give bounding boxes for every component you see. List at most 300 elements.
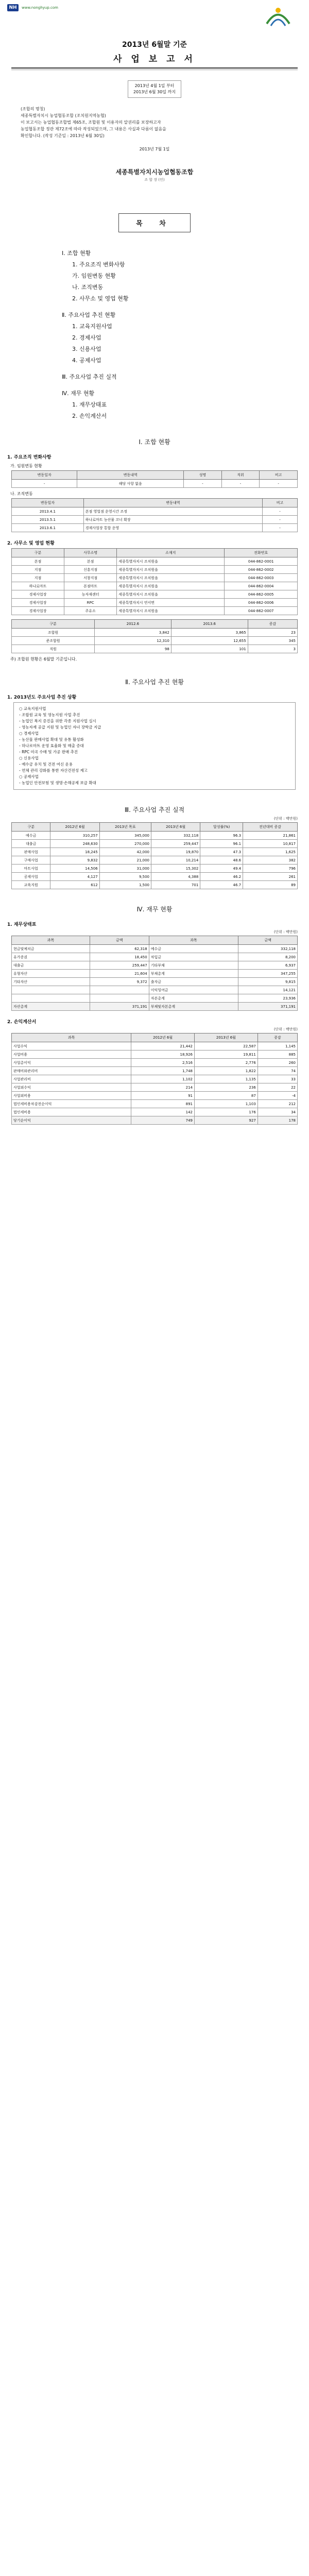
- table-cell: 345: [248, 637, 297, 645]
- table-cell: 판매비와관리비: [12, 1067, 131, 1075]
- table-cell: 885: [258, 1050, 297, 1059]
- summary-line: - 농업인 복지 증진을 위한 각종 지원사업 실시: [19, 719, 96, 723]
- table-cell: 4,388: [151, 873, 200, 881]
- table-cell: -: [263, 524, 298, 532]
- toc-item: 2. 사무소 및 영업 현황: [72, 295, 129, 302]
- table-cell: 248,630: [50, 840, 99, 848]
- table-cell: 대출금: [12, 961, 90, 970]
- table-cell: 2013.6.1: [12, 524, 84, 532]
- toc-section: Ⅳ. 재무 현황: [62, 390, 95, 397]
- table-cell: 2013.5.1: [12, 516, 84, 524]
- table-cell: 91: [131, 1092, 195, 1100]
- subsection-heading: 1. 주요조직 변화사항: [7, 455, 52, 460]
- table-cell: 대출금: [12, 840, 50, 848]
- table-cell: 세종특별자치시 연서면: [117, 599, 225, 607]
- table-cell: 조합원: [12, 629, 95, 637]
- toc-item: 2. 손익계산서: [72, 413, 107, 419]
- table-cell: 예수금: [12, 832, 50, 840]
- table-cell: 사업총이익: [12, 1059, 131, 1067]
- table-row: [12, 953, 298, 961]
- table-cell: 차입금: [149, 953, 238, 961]
- report-main-title: 사 업 보 고 서: [113, 54, 196, 64]
- table-cell: 2013.4.1: [12, 507, 84, 516]
- table-cell: 사업수익: [12, 1042, 131, 1050]
- table-cell: 3,865: [171, 629, 248, 637]
- table-cell: 사업관리비: [12, 1075, 131, 1083]
- table-cell: 49.4: [200, 865, 243, 873]
- table-cell: 출자금: [149, 978, 238, 986]
- summary-line: - RPC 미곡 수매 및 가공 판매 추진: [19, 750, 78, 754]
- table-cell: 세종특별자치시 조치원읍: [117, 582, 225, 590]
- table-cell: 10,817: [243, 840, 298, 848]
- table-cell: 법인세비용차감전순이익: [12, 1100, 131, 1108]
- table-cell: 31,000: [99, 865, 151, 873]
- table-cell: -: [184, 480, 222, 488]
- table-cell: 044-862-0004: [225, 582, 298, 590]
- column-header: 비고: [263, 499, 298, 507]
- table-cell: 이익잉여금: [149, 986, 238, 994]
- table-cell: 371,191: [90, 1003, 149, 1011]
- table-row: [12, 1042, 298, 1050]
- table-header-row: [12, 1033, 298, 1042]
- table-cell: 21,000: [99, 856, 151, 865]
- table-row: [12, 986, 298, 994]
- table-cell: 22,587: [195, 1042, 258, 1050]
- table-cell: 9,372: [90, 978, 149, 986]
- table-cell: 18,450: [90, 953, 149, 961]
- subsection-heading: 1. 재무상태표: [7, 922, 37, 927]
- table-cell: 2,776: [195, 1059, 258, 1067]
- subsection-heading: 나. 조직변동: [10, 492, 33, 496]
- intro-line: (조합의 명칭): [21, 107, 45, 111]
- balance-sheet-table: [11, 936, 298, 1011]
- performance-table: [11, 822, 298, 889]
- section-heading: Ⅳ. 재무 현황: [136, 906, 173, 913]
- table-cell: 42,000: [99, 848, 151, 856]
- table-cell: 세종특별자치시 조치원읍: [117, 607, 225, 615]
- table-cell: 261: [243, 873, 298, 881]
- table-cell: 자본총계: [149, 994, 238, 1003]
- table-row: [12, 994, 298, 1003]
- toc-section: Ⅱ. 주요사업 추진 현황: [62, 312, 116, 318]
- table-cell: 세종특별자치시 조치원읍: [117, 557, 225, 566]
- table-cell: 14,121: [238, 986, 298, 994]
- table-cell: 12,655: [171, 637, 248, 645]
- intro-line: 농업협동조합 정관 제72조에 따라 작성되었으며, 그 내용은 사실과 다름이 없음을: [21, 127, 166, 131]
- column-header: 2012년 6월: [131, 1033, 195, 1042]
- unit-label: (단위 : 백만원): [273, 817, 298, 821]
- table-cell: 사업외수익: [12, 1083, 131, 1092]
- table-cell: 87: [195, 1092, 258, 1100]
- column-header: 2012.6: [94, 620, 171, 629]
- table-cell: 8,200: [238, 953, 298, 961]
- table-row: [12, 629, 298, 637]
- table-cell: 044-862-0001: [225, 557, 298, 566]
- table-cell: 044-862-0005: [225, 590, 298, 599]
- table-cell: 세종특별자치시 조치원읍: [117, 590, 225, 599]
- column-header: 증감: [258, 1033, 297, 1042]
- table-row: [12, 1100, 298, 1108]
- report-period: [0, 80, 309, 98]
- logo-url: www.nonghyup.com: [22, 6, 58, 10]
- toc-item: 1. 주요조직 변화사항: [72, 261, 125, 268]
- table-cell: 부채총계: [149, 970, 238, 978]
- table-row: [12, 1108, 298, 1116]
- table-cell: -: [263, 516, 298, 524]
- table-cell: 경제사업장: [12, 607, 64, 615]
- column-header: 구분: [12, 620, 95, 629]
- table-cell: 자산총계: [12, 1003, 90, 1011]
- table-cell: 23: [248, 629, 297, 637]
- toc-item: 4. 공제사업: [72, 357, 101, 364]
- member-table: [11, 619, 298, 653]
- table-cell: 259,447: [151, 840, 200, 848]
- table-cell: 유형자산: [12, 970, 90, 978]
- table-cell: 46.7: [200, 881, 243, 889]
- table-cell: 259,447: [90, 961, 149, 970]
- table-cell: 2,516: [131, 1059, 195, 1067]
- table-cell: [12, 994, 90, 1003]
- table-cell: 178: [258, 1116, 297, 1125]
- table-cell: 260: [258, 1059, 297, 1067]
- table-cell: 4,127: [50, 873, 99, 881]
- table-header-row: [12, 823, 298, 832]
- nh-logo-icon: NH: [7, 4, 19, 11]
- table-cell: 구매사업: [12, 856, 50, 865]
- table-cell: 044-862-0003: [225, 574, 298, 582]
- table-cell: 해당 사항 없음: [77, 480, 184, 488]
- table-cell: 46.2: [200, 873, 243, 881]
- column-header: 증감: [248, 620, 297, 629]
- column-header: 성명: [184, 471, 222, 480]
- table-header-row: [12, 549, 298, 557]
- table-row: [12, 848, 298, 856]
- table-cell: 농자재센터: [64, 590, 117, 599]
- table-cell: -: [260, 480, 298, 488]
- table-cell: 19,811: [195, 1050, 258, 1059]
- toc-item: 2. 경제사업: [72, 334, 101, 341]
- table-cell: 044-862-0007: [225, 607, 298, 615]
- table-cell: 1,145: [258, 1042, 297, 1050]
- table-cell: 법인세비용: [12, 1108, 131, 1116]
- table-cell: 612: [50, 881, 99, 889]
- column-header: 직위: [221, 471, 260, 480]
- table-cell: 101: [171, 645, 248, 653]
- table-cell: 직원: [12, 645, 95, 653]
- toc-item: 가. 임원변동 현황: [72, 273, 116, 279]
- table-row: [12, 607, 298, 615]
- summary-line: - 농업인 안전보험 및 생명·손해공제 보급 확대: [19, 781, 96, 785]
- table-header-row: [12, 620, 298, 629]
- column-header: 전년대비 증감: [243, 823, 298, 832]
- toc-item: 나. 조직변동: [72, 284, 104, 291]
- table-row: [12, 582, 298, 590]
- column-header: 구분: [12, 823, 50, 832]
- subsection-heading: 2. 손익계산서: [7, 1020, 37, 1025]
- toc-title: 목 차: [118, 213, 191, 232]
- table-cell: 18,926: [131, 1050, 195, 1059]
- subsection-heading: 가. 임원변동 현황: [10, 464, 42, 468]
- table-header-row: [12, 499, 298, 507]
- column-header: 과목: [12, 936, 90, 945]
- table-row: [12, 1050, 298, 1059]
- table-cell: RPC: [64, 599, 117, 607]
- column-header: 과목: [12, 1033, 131, 1042]
- table-cell: 214: [131, 1083, 195, 1092]
- table-cell: 74: [258, 1067, 297, 1075]
- table-cell: 사업비용: [12, 1050, 131, 1059]
- table-cell: 당기순이익: [12, 1116, 131, 1125]
- table-row: [12, 1075, 298, 1083]
- table-cell: 332,118: [151, 832, 200, 840]
- table-cell: 19,870: [151, 848, 200, 856]
- table-row: [12, 524, 298, 532]
- period-end: 2013년 6월 30일 까지: [133, 90, 176, 94]
- table-row: [12, 516, 298, 524]
- column-header: 전화번호: [225, 549, 298, 557]
- table-cell: 96.3: [200, 832, 243, 840]
- table-row: [12, 865, 298, 873]
- table-row: [12, 566, 298, 574]
- table-cell: 9,815: [238, 978, 298, 986]
- table-row: [12, 1092, 298, 1100]
- representative: 조 합 장 (인): [144, 178, 165, 182]
- table-cell: 1,625: [243, 848, 298, 856]
- table-cell: 345,000: [99, 832, 151, 840]
- table-row: [12, 840, 298, 848]
- summary-line: - 연체 관리 강화를 통한 자산건전성 제고: [19, 768, 88, 773]
- table-row: [12, 873, 298, 881]
- table-cell: 기타부채: [149, 961, 238, 970]
- period-start: 2013년 4월 1일 부터: [134, 83, 175, 88]
- officer-change-table: [11, 470, 298, 488]
- table-cell: 21,442: [131, 1042, 195, 1050]
- summary-line: - 영농자재 공급 지원 및 농업인 자녀 장학금 지급: [19, 725, 101, 730]
- table-cell: 044-862-0002: [225, 566, 298, 574]
- section-heading: Ⅰ. 조합 현황: [139, 438, 170, 446]
- table-row: [12, 1059, 298, 1067]
- column-header: 2013년 목표: [99, 823, 151, 832]
- table-cell: 22: [258, 1083, 297, 1092]
- table-cell: 기타자산: [12, 978, 90, 986]
- table-cell: 18,245: [50, 848, 99, 856]
- table-cell: 하나로마트 농산물 코너 확장: [83, 516, 262, 524]
- table-cell: 47.3: [200, 848, 243, 856]
- title-divider: [11, 67, 298, 69]
- toc-section: Ⅰ. 조합 현황: [62, 250, 91, 257]
- table-cell: 176: [195, 1108, 258, 1116]
- table-row: [12, 961, 298, 970]
- column-header: 소재지: [117, 549, 225, 557]
- table-row: [12, 970, 298, 978]
- subsection-heading: 2. 사무소 및 영업 현황: [7, 541, 55, 546]
- table-cell: 701: [151, 881, 200, 889]
- column-header: 금액: [238, 936, 298, 945]
- brand-logo: [7, 4, 58, 11]
- table-cell: 마트사업: [12, 865, 50, 873]
- table-cell: 15,302: [151, 865, 200, 873]
- table-row: [12, 645, 298, 653]
- table-row: [12, 881, 298, 889]
- table-cell: 부채및자본총계: [149, 1003, 238, 1011]
- summary-line: ○ 신용사업: [19, 756, 39, 760]
- table-cell: 749: [131, 1116, 195, 1125]
- table-cell: 9,832: [50, 856, 99, 865]
- table-cell: [90, 994, 149, 1003]
- table-row: [12, 599, 298, 607]
- table-cell: 경제사업장: [12, 590, 64, 599]
- summary-line: - 조합원 교육 및 영농지원 사업 추진: [19, 713, 80, 717]
- table-row: [12, 978, 298, 986]
- table-row: [12, 507, 298, 516]
- table-cell: 본점: [12, 557, 64, 566]
- column-header: 2013년 6월: [151, 823, 200, 832]
- column-header: 사무소명: [64, 549, 117, 557]
- summary-line: ○ 교육지원사업: [19, 706, 46, 711]
- table-cell: 310,257: [50, 832, 99, 840]
- column-header: 비고: [260, 471, 298, 480]
- table-row: [12, 480, 298, 488]
- table-row: [12, 574, 298, 582]
- summary-line: ○ 경제사업: [19, 731, 39, 736]
- section-heading: Ⅱ. 주요사업 추진 현황: [125, 679, 184, 686]
- section-heading: Ⅲ. 주요사업 추진 실적: [124, 806, 185, 814]
- table-row: [12, 856, 298, 865]
- table-of-contents: [62, 248, 309, 422]
- table-cell: 1,748: [131, 1067, 195, 1075]
- table-cell: 1,500: [99, 881, 151, 889]
- toc-item: 3. 신용사업: [72, 346, 101, 352]
- summary-line: ○ 공제사업: [19, 774, 39, 779]
- summary-line: - 농산물 판매사업 확대 및 유통 활성화: [19, 737, 84, 742]
- summary-line: - 예수금 유치 및 건전 여신 운용: [19, 762, 73, 767]
- column-header: 변동내역: [83, 499, 262, 507]
- column-header: 과목: [149, 936, 238, 945]
- column-header: 변동내역: [77, 471, 184, 480]
- table-cell: 62,318: [90, 945, 149, 953]
- organization-name: 세종특별자치시농업협동조합: [115, 168, 194, 176]
- table-cell: 준조합원: [12, 637, 95, 645]
- table-cell: 예수금: [149, 945, 238, 953]
- table-cell: 142: [131, 1108, 195, 1116]
- summary-line: - 하나로마트 운영 효율화 및 매출 증대: [19, 743, 84, 748]
- intro-line: 세종특별자치시 농업협동조합 (조치원지역농협): [21, 113, 106, 118]
- table-cell: 본점 영업점 운영시간 조정: [83, 507, 262, 516]
- table-cell: 927: [195, 1116, 258, 1125]
- column-header: 2013년 6월: [195, 1033, 258, 1042]
- table-cell: 270,000: [99, 840, 151, 848]
- table-row: [12, 590, 298, 599]
- table-cell: 공제사업: [12, 873, 50, 881]
- table-cell: 6,937: [238, 961, 298, 970]
- business-summary: [13, 702, 296, 790]
- report-date: 2013년 7월 1일: [139, 147, 170, 151]
- table-cell: 236: [195, 1083, 258, 1092]
- toc-section: Ⅲ. 주요사업 추진 실적: [62, 374, 117, 380]
- table-cell: 96.1: [200, 840, 243, 848]
- report-period-title: 2013년 6월말 기준: [122, 41, 187, 49]
- table-row: [12, 557, 298, 566]
- table-row: [12, 1083, 298, 1092]
- table-cell: 1,135: [195, 1075, 258, 1083]
- table-cell: 세종특별자치시 조치원읍: [117, 574, 225, 582]
- table-cell: -: [263, 507, 298, 516]
- table-cell: 1,103: [195, 1100, 258, 1108]
- table-cell: 48.6: [200, 856, 243, 865]
- table-cell: 주유소: [64, 607, 117, 615]
- subsection-heading: 1. 2013년도 주요사업 추진 상황: [7, 695, 77, 700]
- table-row: [12, 945, 298, 953]
- table-cell: 판매사업: [12, 848, 50, 856]
- table-cell: [12, 986, 90, 994]
- table-cell: 34: [258, 1108, 297, 1116]
- table-cell: 본점: [64, 557, 117, 566]
- table-cell: -4: [258, 1092, 297, 1100]
- column-header: 구분: [12, 549, 64, 557]
- table-cell: 12,310: [94, 637, 171, 645]
- table-cell: 3,842: [94, 629, 171, 637]
- organization-change-table: [11, 498, 298, 532]
- table-cell: 교육지원: [12, 881, 50, 889]
- table-cell: 23,936: [238, 994, 298, 1003]
- table-cell: 지점: [12, 566, 64, 574]
- table-cell: 지점: [12, 574, 64, 582]
- toc-item: 1. 교육지원사업: [72, 323, 112, 330]
- table-total-row: [12, 1003, 298, 1011]
- table-cell: 891: [131, 1100, 195, 1108]
- intro-line: 이 보고서는 농업협동조합법 제65조, 조합원 및 이용자의 알권리를 보장하고자: [21, 120, 161, 125]
- table-cell: 1,822: [195, 1067, 258, 1075]
- intro-text: [21, 106, 288, 139]
- table-cell: 세종특별자치시 조치원읍: [117, 566, 225, 574]
- column-header: 달성률(%): [200, 823, 243, 832]
- table-note: 주) 조합원 현황은 6월말 기준입니다.: [10, 657, 77, 662]
- table-cell: 98: [94, 645, 171, 653]
- toc-item: 1. 재무상태표: [72, 401, 107, 408]
- column-header: 변동일자: [12, 471, 77, 480]
- table-cell: 89: [243, 881, 298, 889]
- table-cell: 212: [258, 1100, 297, 1108]
- intro-line: 확인합니다. (작성 기준일 : 2013년 6월 30일): [21, 133, 105, 138]
- table-cell: 21,604: [90, 970, 149, 978]
- table-header-row: [12, 471, 298, 480]
- table-cell: 1,102: [131, 1075, 195, 1083]
- table-cell: 14,506: [50, 865, 99, 873]
- unit-label: (단위 : 백만원): [273, 930, 298, 934]
- table-cell: 사업외비용: [12, 1092, 131, 1100]
- table-header-row: [12, 936, 298, 945]
- unit-label: (단위 : 백만원): [273, 1027, 298, 1031]
- column-header: 2012년 6월: [50, 823, 99, 832]
- table-cell: 경제사업장: [12, 599, 64, 607]
- table-cell: 10,214: [151, 856, 200, 865]
- period-box: [128, 80, 181, 98]
- column-header: 금액: [90, 936, 149, 945]
- cooperative-emblem-icon: [262, 3, 295, 33]
- table-cell: 서창지점: [64, 574, 117, 582]
- office-table: [11, 548, 298, 615]
- table-cell: -: [221, 480, 260, 488]
- table-row: [12, 637, 298, 645]
- table-cell: 본점마트: [64, 582, 117, 590]
- report-title: [44, 39, 265, 64]
- header: [0, 0, 309, 37]
- table-cell: 신흥지점: [64, 566, 117, 574]
- table-cell: [90, 986, 149, 994]
- table-cell: 하나로마트: [12, 582, 64, 590]
- table-cell: 21,861: [243, 832, 298, 840]
- table-cell: 796: [243, 865, 298, 873]
